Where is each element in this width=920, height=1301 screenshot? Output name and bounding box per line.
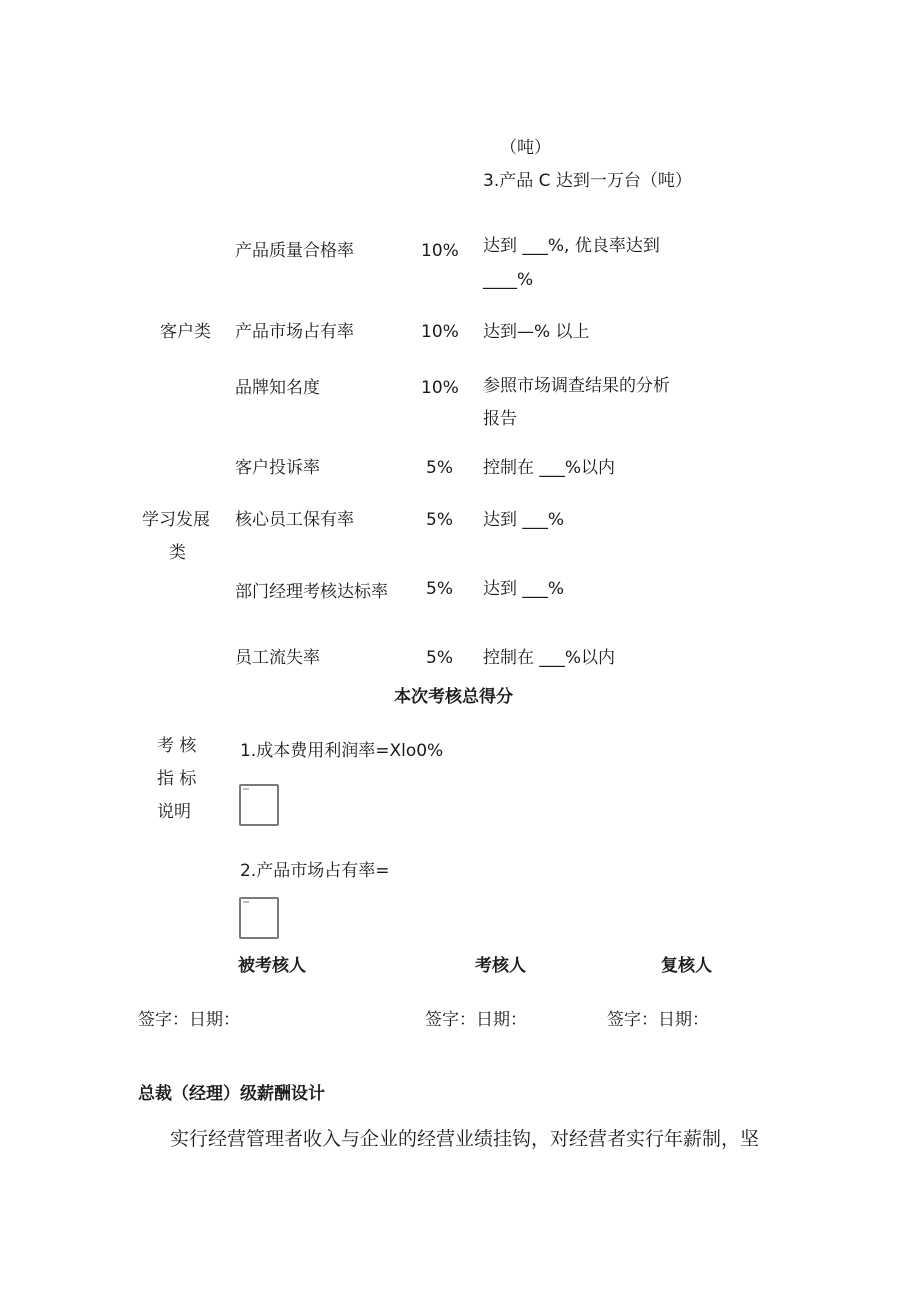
indicator-target: 达到—% 以上 xyxy=(483,322,590,342)
formula-text: 2.产品市场占有率= xyxy=(240,861,390,881)
indicator-target: 达到 ___% xyxy=(483,510,565,530)
indicator-name: 品牌知名度 xyxy=(235,378,320,398)
indicator-target-cont: ____% xyxy=(483,270,534,290)
indicator-name: 核心员工保有率 xyxy=(235,510,354,530)
explain-label: 指 标 xyxy=(157,769,197,789)
indicator-weight: 5% xyxy=(426,579,453,599)
indicator-target: 达到 ___% xyxy=(483,579,565,599)
indicator-name: 产品市场占有率 xyxy=(235,322,354,342)
category-label: 学习发展 xyxy=(142,510,210,530)
indicator-target: 参照市场调查结果的分析 xyxy=(483,376,670,396)
indicator-weight: 10% xyxy=(421,241,459,261)
explain-label: 考 核 xyxy=(157,736,197,756)
indicator-name: 产品质量合格率 xyxy=(235,241,354,261)
indicator-target: 控制在 ___%以内 xyxy=(483,458,616,478)
indicator-target: 达到 ___%, 优良率达到 xyxy=(483,236,660,256)
indicator-weight: 5% xyxy=(426,510,453,530)
formula-text: 1.成本费用利润率=Xlo0% xyxy=(240,741,444,761)
explain-label: 说明 xyxy=(157,802,191,822)
category-label: 客户类 xyxy=(160,322,211,342)
total-score-label: 本次考核总得分 xyxy=(394,687,513,707)
indicator-weight: 10% xyxy=(421,322,459,342)
indicator-name: 员工流失率 xyxy=(235,648,320,668)
indicator-weight: 5% xyxy=(426,458,453,478)
reviewer-heading: 考核人 xyxy=(475,956,526,976)
formula-image-placeholder xyxy=(239,784,279,826)
section-heading: 总裁（经理）级薪酬设计 xyxy=(138,1084,325,1104)
indicator-target-cont: 报告 xyxy=(483,409,517,429)
signature-date-line: 签字：日期： xyxy=(425,1010,527,1030)
signature-date-line: 签字：日期： xyxy=(138,1010,240,1030)
category-label-cont: 类 xyxy=(169,543,186,563)
signature-date-line: 签字：日期： xyxy=(607,1010,709,1030)
body-paragraph: 实行经营管理者收入与企业的经营业绩挂钩，对经营者实行年薪制，坚 xyxy=(170,1128,760,1150)
formula-image-placeholder xyxy=(239,897,279,939)
indicator-name: 客户投诉率 xyxy=(235,458,320,478)
indicator-weight: 10% xyxy=(421,378,459,398)
indicator-name: 部门经理考核达标率 xyxy=(235,582,388,602)
rechecker-heading: 复核人 xyxy=(661,956,712,976)
indicator-weight: 5% xyxy=(426,648,453,668)
indicator-target: 控制在 ___%以内 xyxy=(483,648,616,668)
text-line: （吨） xyxy=(500,138,551,158)
reviewee-heading: 被考核人 xyxy=(238,956,306,976)
text-line: 3.产品 C 达到一万台（吨） xyxy=(483,171,692,191)
